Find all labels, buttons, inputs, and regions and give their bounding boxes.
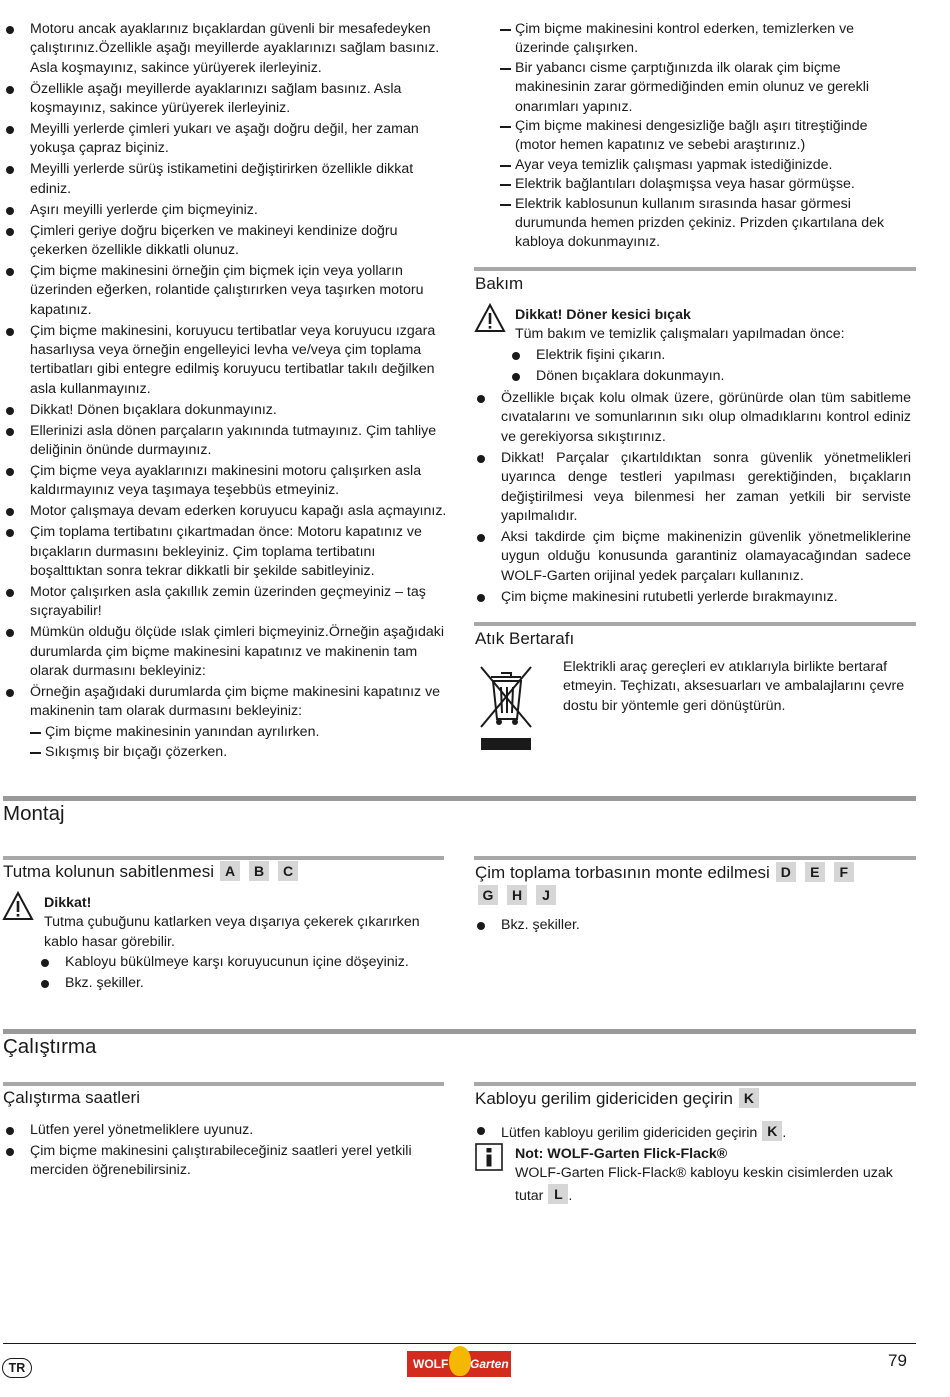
list-item: Çim biçme makinesini kontrol ederken, temizlerken ve üzerinde çalışırken. xyxy=(500,20,910,59)
hours-body xyxy=(3,1121,443,1182)
wolf-head-icon xyxy=(449,1346,471,1376)
cable-item-ref: K xyxy=(762,1121,782,1141)
hours-heading: Çalıştırma saatleri xyxy=(3,1088,140,1107)
safety-dash-list xyxy=(30,723,448,762)
cable-rule xyxy=(474,1082,916,1086)
right-safety-column xyxy=(500,20,910,253)
montaj-heading: Montaj xyxy=(3,802,65,825)
language-badge xyxy=(2,1358,32,1378)
montaj-rule xyxy=(3,796,916,801)
list-item: Motor çalışmaya devam ederken koruyucu kapağı asla açmayınız. xyxy=(3,502,448,521)
bag-list xyxy=(474,916,911,935)
list-item: Çim biçme makinesini, koruyucu tertibatlar veya koruyucu ızgara hasarlıysa veya örneğin engelleyici levha ve/veya çim toplama tertibatları gibi entegre edilmiş koruyucu tertibatlar takılı değilken asla kullanmayınız. xyxy=(3,322,448,400)
list-item: Aksi takdirde çim biçme makinenizin güvenlik yönetmeliklerine uygun olduğu konusunda garantiniz olamayacağından sadece WOLF-Garten orijinal yedek parçaları kullanınız. xyxy=(474,528,911,586)
handle-warning-title: Dikkat! xyxy=(44,895,92,911)
note-ref: L xyxy=(548,1184,568,1204)
handle-list xyxy=(38,953,444,993)
bag-body xyxy=(474,916,911,937)
list-item: Dönen bıçaklara dokunmayın. xyxy=(509,367,915,386)
list-item: Ellerinizi asla dönen parçaların yakınında tutmayınız. Çim tahliye deliğinin önünde durmayınız. xyxy=(3,422,448,461)
handle-rule xyxy=(3,856,444,860)
figure-ref: E xyxy=(805,862,825,882)
note-title: Not: WOLF-Garten Flick-Flack® xyxy=(515,1146,728,1162)
list-item: Bkz. şekiller. xyxy=(38,974,444,993)
hours-list xyxy=(3,1121,443,1181)
figure-ref: C xyxy=(278,861,298,881)
note-text: WOLF-Garten Flick-Flack® kabloyu keskin cisimlerden uzak tutar L . xyxy=(515,1165,893,1204)
bakim-warning-text: Tüm bakım ve temizlik çalışmaları yapılmadan önce: xyxy=(515,326,845,343)
list-item: Motoru ancak ayaklarınız bıçaklardan güvenli bir mesafedeyken çalıştırınız.Özellikle aşağı meyillerde ayaklarınızı sağlam basınız. Asla koşmayınız, sakince yürüyerek ilerleyiniz. xyxy=(3,20,448,78)
list-item: Meyilli yerlerde sürüş istikametini değiştirirken özellikle dikkat ediniz. xyxy=(3,160,448,199)
language-code: TR xyxy=(8,1361,26,1375)
bakim-rule xyxy=(474,267,916,271)
handle-warning-icon xyxy=(2,891,34,921)
stop-conditions-list xyxy=(500,20,910,253)
list-item: Çim biçme makinesinin yanından ayrılırken. xyxy=(30,723,448,742)
bakim-heading: Bakım xyxy=(475,274,524,293)
atik-text: Elektrikli araç gereçleri ev atıklarıyla birlikte bertaraf etmeyin. Teçhizatı, aksesuarları ve ambalajlarını çevre dostu bir yöntemle geri dönüştürün. xyxy=(563,659,905,714)
atik-heading: Atık Bertarafı xyxy=(475,629,575,648)
figure-ref: A xyxy=(220,861,240,881)
safety-list xyxy=(3,20,448,722)
bag-rule xyxy=(474,856,916,860)
list-item: Kabloyu bükülmeye karşı koruyucunun içine döşeyiniz. xyxy=(38,953,444,972)
info-icon xyxy=(475,1143,503,1171)
page-number: 79 xyxy=(888,1351,907,1370)
list-item: Elektrik fişini çıkarın. xyxy=(509,346,915,365)
list-item: Çim biçme makinesini rutubetli yerlerde bırakmayınız. xyxy=(474,588,911,607)
bakim-body xyxy=(474,389,911,608)
cable-heading xyxy=(475,1088,759,1108)
bakim-warning xyxy=(515,306,915,388)
list-item: Çim biçme makinesi dengesizliğe bağlı aşırı titreştiğinde (motor hemen kapatınız ve sebebi araştırınız.) xyxy=(500,117,910,156)
hours-rule xyxy=(3,1082,444,1086)
bag-heading xyxy=(475,861,915,907)
list-item: Elektrik kablosunun kullanım sırasında hasar görmesi durumunda hemen prizden çekiniz. Prizden çıkartılana dek kabloya dokunmayınız. xyxy=(500,195,910,253)
logo-wolf: WOLF xyxy=(413,1357,449,1371)
list-item: Bir yabancı cisme çarptığınızda ilk olarak çim biçme makinesinin zarar görmediğinden emin olunuz ve gerekli onarımları yapınız. xyxy=(500,59,910,117)
handle-warning xyxy=(44,894,444,995)
list-item: Mümkün olduğu ölçüde ıslak çimleri biçmeyiniz.Örneğin aşağıdaki durumlarda çim biçme makinesini kapatınız ve makinenin tam olarak durmasını bekleyiniz: xyxy=(3,623,448,681)
bag-title: Çim toplama torbasının monte edilmesi xyxy=(475,863,770,882)
list-item: Ayar veya temizlik çalışması yapmak istediğinizde. xyxy=(500,156,910,175)
cable-title: Kabloyu gerilim gidericiden geçirin xyxy=(475,1089,733,1108)
list-item: Özellikle bıçak kolu olmak üzere, görünürde olan tüm sabitleme cıvatalarını ve somunlarının sıkı olup olmadıklarını kontrol ediniz ve gerekiyorsa sıkıştırınız. xyxy=(474,389,911,447)
list-item: Çim toplama tertibatını çıkartmadan önce: Motoru kapatınız ve bıçakların durmasını bekleyiniz. Çim toplama tertibatını boşalttıktan sonra tekrar dikkatli bir şekilde sabitleyiniz. xyxy=(3,523,448,581)
list-item: Dikkat! Parçalar çıkartıldıktan sonra güvenlik yönetmelikleri uyarınca denge testleri yapılması gerektiğinden, bıçakların değiştirilmesi veya bilenmesi her zaman yetkili bir serviste yapılmalıdır. xyxy=(474,449,911,527)
figure-ref: J xyxy=(536,885,556,905)
figure-ref: H xyxy=(507,885,527,905)
handle-title: Tutma kolunun sabitlenmesi xyxy=(3,862,215,881)
left-safety-column xyxy=(3,20,448,762)
cable-item-text: Lütfen kabloyu gerilim gidericiden geçirin xyxy=(501,1125,758,1141)
list-item: Lütfen kabloyu gerilim gidericiden geçirin K . xyxy=(474,1121,911,1143)
cable-list xyxy=(474,1121,911,1143)
wolf-garten-logo xyxy=(407,1351,511,1377)
warning-icon xyxy=(474,303,506,333)
list-item: Meyilli yerlerde çimleri yukarı ve aşağı doğru değil, her zaman yokuşa çapraz biçiniz. xyxy=(3,120,448,159)
handle-heading xyxy=(3,861,301,881)
list-item: Bkz. şekiller. xyxy=(474,916,911,935)
list-item: Çim biçme veya ayaklarınızı makinesini motoru çalışırken asla kaldırmayınız veya taşımaya teşebbüs etmeyiniz. xyxy=(3,462,448,501)
figure-ref: B xyxy=(249,861,269,881)
handle-refs xyxy=(214,862,301,881)
list-item: Çim biçme makinesini çalıştırabileceğiniz saatleri yerel yetkili merciden öğrenebilirsiniz. xyxy=(3,1142,443,1181)
list-item: Motor çalışırken asla çakıllık zemin üzerinden geçmeyiniz – taş sıçrayabilir! xyxy=(3,583,448,622)
figure-ref: F xyxy=(834,862,854,882)
list-item: Sıkışmış bir bıçağı çözerken. xyxy=(30,743,448,762)
cable-ref: K xyxy=(739,1088,759,1108)
cable-body xyxy=(474,1121,911,1145)
list-item: Çimleri geriye doğru biçerken ve makineyi kendinize doğru çekerken özellikle dikkatli olunuz. xyxy=(3,222,448,261)
list-item: Çim biçme makinesini örneğin çim biçmek için veya yolların üzerinden eğerken, rolantide çalıştırırken veya taşırken motoru kapatınız. xyxy=(3,262,448,320)
calistirma-heading: Çalıştırma xyxy=(3,1035,97,1058)
list-item: Elektrik bağlantıları dolaşmışsa veya hasar görmüşse. xyxy=(500,175,910,194)
footer-rule xyxy=(3,1343,916,1344)
figure-ref: G xyxy=(478,885,498,905)
bakim-warning-list xyxy=(509,346,915,386)
crossed-bin-icon xyxy=(477,661,535,753)
bakim-warning-title: Dikkat! Döner kesici bıçak xyxy=(515,307,691,323)
note-body: WOLF-Garten Flick-Flack® kabloyu keskin cisimlerden uzak tutar xyxy=(515,1165,893,1204)
flickflack-note xyxy=(515,1145,915,1206)
list-item: Örneğin aşağıdaki durumlarda çim biçme makinesini kapatınız ve makinenin tam olarak durmasını bekleyiniz: xyxy=(3,683,448,722)
bakim-list xyxy=(474,389,911,607)
atik-rule xyxy=(474,622,916,626)
figure-ref: D xyxy=(776,862,796,882)
list-item: Dikkat! Dönen bıçaklara dokunmayınız. xyxy=(3,401,448,420)
list-item: Lütfen yerel yönetmeliklere uyunuz. xyxy=(3,1121,443,1140)
calistirma-rule xyxy=(3,1029,916,1034)
list-item: Özellikle aşağı meyillerde ayaklarınızı sağlam basınız. Asla koşmayınız, sakince yürüyerek ilerleyiniz. xyxy=(3,80,448,119)
handle-warning-text: Tutma çubuğunu katlarken veya dışarıya çekerek çıkarırken kablo hasar görebilir. xyxy=(44,914,420,950)
list-item: Aşırı meyilli yerlerde çim biçmeyiniz. xyxy=(3,201,448,220)
logo-garten: Garten xyxy=(470,1357,509,1371)
